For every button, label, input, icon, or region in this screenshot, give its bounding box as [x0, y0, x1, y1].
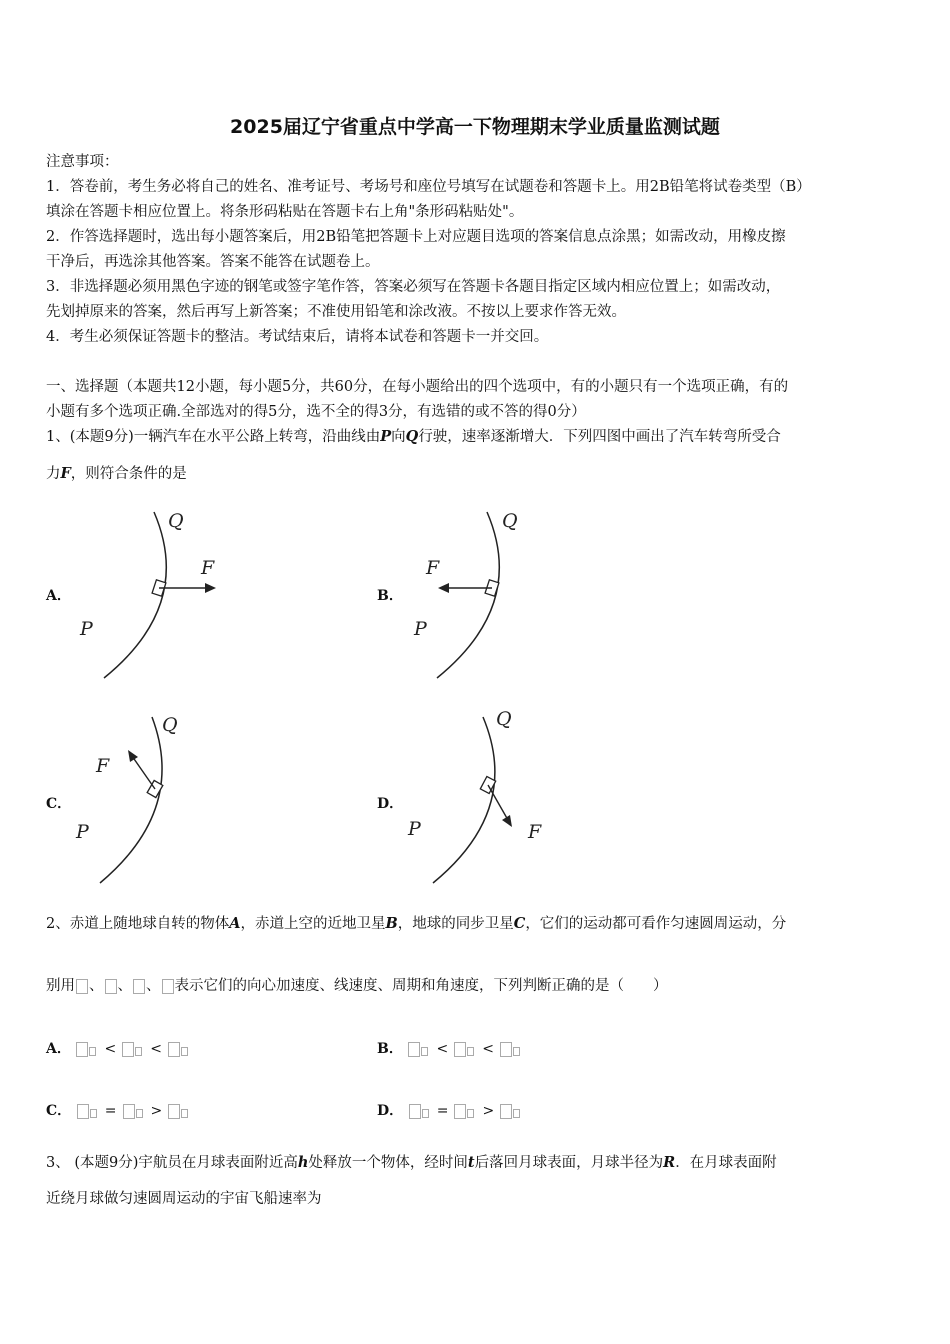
- formula-placeholder-icon: [408, 1042, 420, 1057]
- point-p-label: P: [408, 818, 421, 840]
- point-q-label: Q: [168, 510, 184, 532]
- formula-placeholder-icon: [105, 979, 117, 994]
- subscript-placeholder-icon: [135, 1047, 142, 1056]
- formula-placeholder-icon: [122, 1042, 134, 1057]
- q2-option-d[interactable]: D． = >: [377, 1100, 523, 1120]
- page-title: 2025届辽宁省重点中学高一下物理期末学业质量监测试题: [230, 116, 720, 138]
- subscript-placeholder-icon: [181, 1109, 188, 1118]
- option-a-label[interactable]: A．: [46, 588, 71, 604]
- q2-option-a[interactable]: A． < <: [46, 1038, 191, 1058]
- option-c-label[interactable]: C．: [46, 796, 72, 812]
- formula-placeholder-icon: [133, 979, 145, 994]
- subscript-placeholder-icon: [181, 1047, 188, 1056]
- option-b-label[interactable]: B．: [377, 588, 403, 604]
- point-q-label: Q: [496, 708, 512, 730]
- point-p-label: P: [80, 618, 93, 640]
- notice-line: 干净后，再选涂其他答案。答案不能答在试题卷上。: [46, 254, 380, 270]
- formula-placeholder-icon: [123, 1104, 135, 1119]
- notice-heading: 注意事项：: [46, 154, 119, 170]
- subscript-placeholder-icon: [136, 1109, 143, 1118]
- question-2-text: 2、赤道上随地球自转的物体A，赤道上空的近地卫星B，地球的同步卫星C，它们的运动都可看作匀速圆周运动，分: [46, 915, 787, 932]
- subscript-placeholder-icon: [422, 1109, 429, 1118]
- option-b-diagram: [400, 500, 620, 690]
- question-3-text: 3、 (本题9分)宇航员在月球表面附近高h处释放一个物体，经时间t后落回月球表面，月球半径为R．在月球表面附: [46, 1154, 777, 1171]
- formula-placeholder-icon: [162, 979, 174, 994]
- notice-line: 4．考生必须保证答题卡的整洁。考试结束后，请将本试卷和答题卡一并交回。: [46, 329, 549, 345]
- formula-placeholder-icon: [500, 1042, 512, 1057]
- point-q-label: Q: [502, 510, 518, 532]
- option-c-diagram: [70, 705, 290, 895]
- question-2-text: 别用 、 、 、 表示它们的向心加速度、线速度、周期和角速度，下列判断正确的是（ ）: [46, 978, 668, 994]
- option-a-diagram: [70, 500, 290, 690]
- force-f-label: F: [201, 557, 215, 579]
- option-d-diagram: [400, 705, 620, 895]
- subscript-placeholder-icon: [421, 1047, 428, 1056]
- formula-placeholder-icon: [454, 1104, 466, 1119]
- formula-placeholder-icon: [76, 1042, 88, 1057]
- point-q-label: Q: [162, 714, 178, 736]
- subscript-placeholder-icon: [467, 1109, 474, 1118]
- formula-placeholder-icon: [168, 1042, 180, 1057]
- formula-placeholder-icon: [76, 979, 88, 994]
- q2-option-c[interactable]: C． = >: [46, 1100, 191, 1120]
- notice-line: 2．作答选择题时，选出每小题答案后，用2B铅笔把答题卡上对应题目选项的答案信息点涂黑；如需改动，用橡皮擦: [46, 229, 786, 245]
- subscript-placeholder-icon: [90, 1109, 97, 1118]
- subscript-placeholder-icon: [513, 1109, 520, 1118]
- notice-line: 1．答卷前，考生务必将自己的姓名、准考证号、考场号和座位号填写在试题卷和答题卡上。用2B铅笔将试卷类型（B）: [46, 179, 811, 195]
- question-3-text: 近绕月球做匀速圆周运动的宇宙飞船速率为: [46, 1191, 322, 1207]
- force-f-label: F: [426, 557, 440, 579]
- force-f-label: F: [528, 821, 542, 843]
- formula-placeholder-icon: [409, 1104, 421, 1119]
- notice-line: 填涂在答题卡相应位置上。将条形码粘贴在答题卡右上角"条形码粘贴处"。: [46, 204, 524, 220]
- question-1-text: 1、(本题9分)一辆汽车在水平公路上转弯，沿曲线由P向Q行驶，速率逐渐增大．下列四图中画出了汽车转弯所受合: [46, 428, 781, 445]
- q2-option-b[interactable]: B． < <: [377, 1038, 523, 1058]
- formula-placeholder-icon: [500, 1104, 512, 1119]
- formula-placeholder-icon: [77, 1104, 89, 1119]
- notice-line: 先划掉原来的答案，然后再写上新答案；不准使用铅笔和涂改液。不按以上要求作答无效。: [46, 304, 626, 320]
- question-1-text: 力F，则符合条件的是: [46, 465, 187, 482]
- subscript-placeholder-icon: [89, 1047, 96, 1056]
- option-d-label[interactable]: D．: [377, 796, 404, 812]
- subscript-placeholder-icon: [467, 1047, 474, 1056]
- section-heading: 小题有多个选项正确.全部选对的得5分，选不全的得3分，有选错的或不答的得0分）: [46, 404, 586, 420]
- notice-line: 3．非选择题必须用黑色字迹的钢笔或签字笔作答，答案必须写在答题卡各题目指定区域内相应位置上；如需改动，: [46, 279, 781, 295]
- force-f-label: F: [96, 755, 110, 777]
- formula-placeholder-icon: [168, 1104, 180, 1119]
- point-p-label: P: [76, 821, 89, 843]
- point-p-label: P: [414, 618, 427, 640]
- formula-placeholder-icon: [454, 1042, 466, 1057]
- section-heading: 一、选择题（本题共12小题，每小题5分，共60分，在每小题给出的四个选项中，有的小题只有一个选项正确，有的: [46, 379, 789, 395]
- subscript-placeholder-icon: [513, 1047, 520, 1056]
